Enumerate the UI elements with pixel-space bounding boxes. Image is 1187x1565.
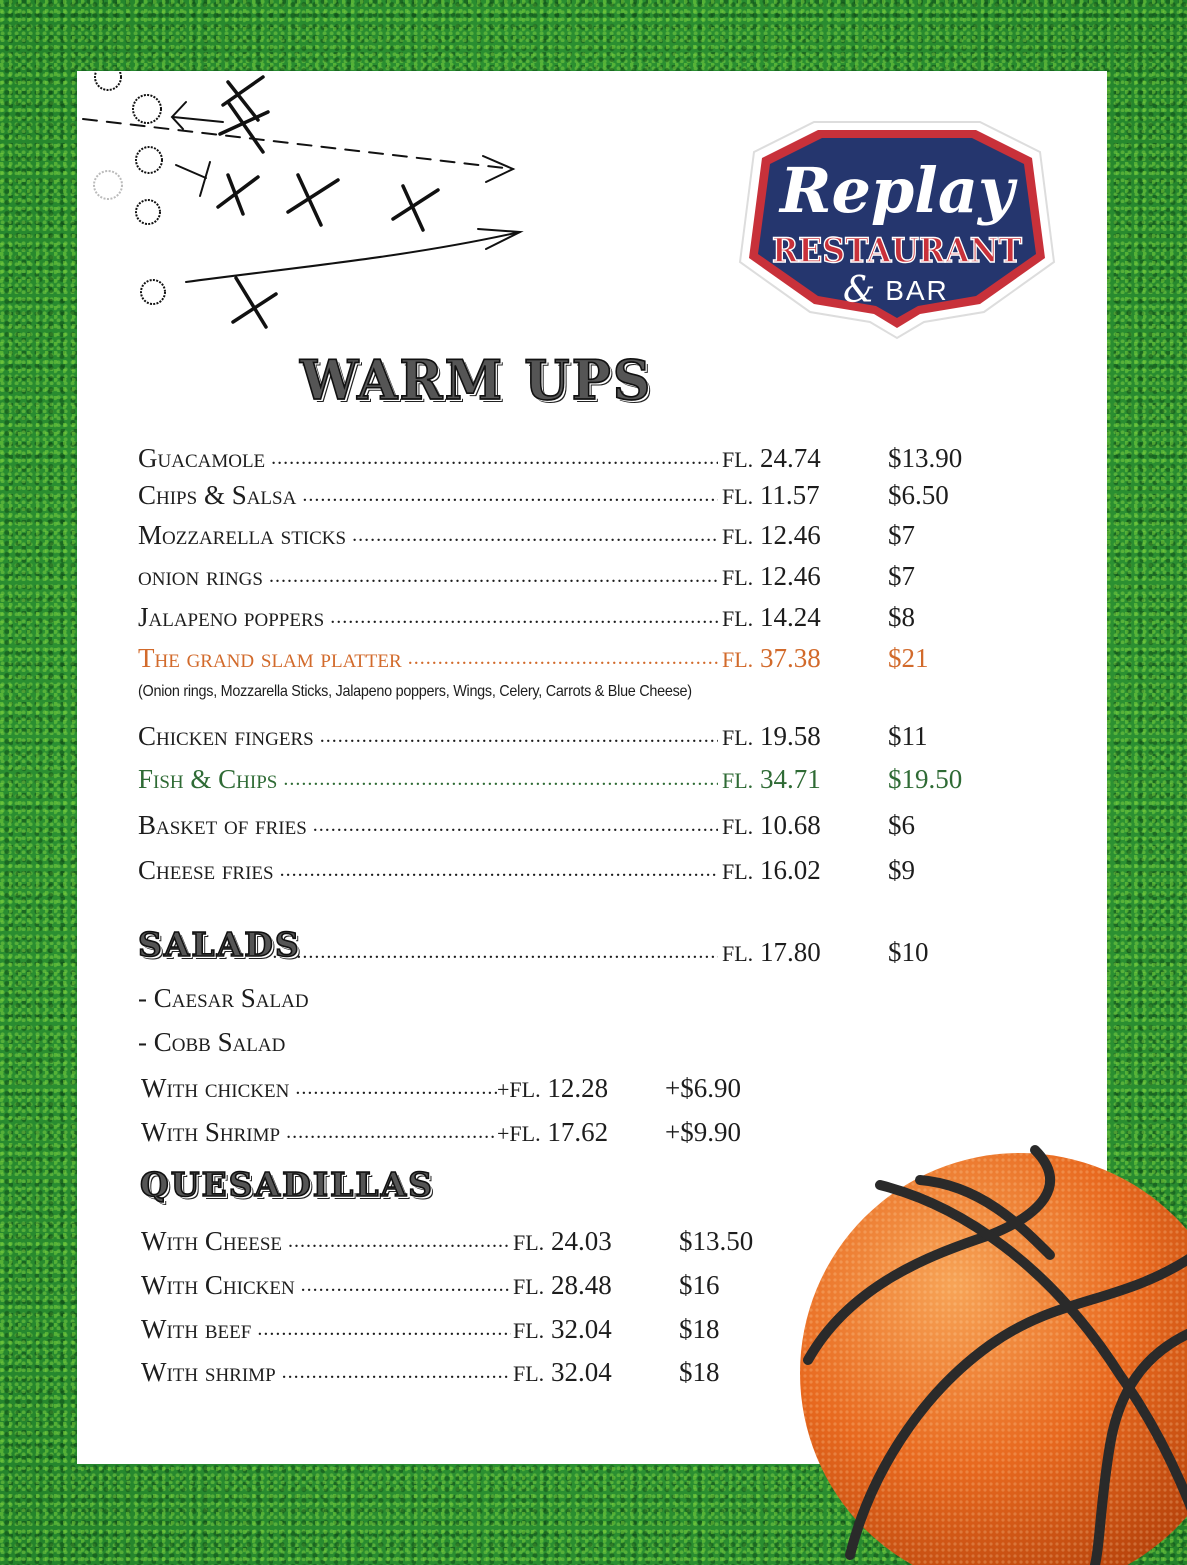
replay-logo bbox=[734, 112, 1060, 340]
basketball-icon bbox=[790, 1145, 1187, 1565]
section-title-warm-ups: WARM UPS bbox=[300, 348, 653, 413]
svg-text:Replay: Replay bbox=[779, 154, 1015, 227]
platter-description: (Onion rings, Mozzarella Sticks, Jalapeno poppers, Wings, Celery, Carrots & Blue Cheese) bbox=[138, 683, 692, 700]
football-play-diagram-icon bbox=[78, 72, 538, 342]
section-title-quesadillas: QUESADILLAS bbox=[140, 1165, 435, 1204]
salad-option: - Cobb Salad bbox=[138, 1027, 286, 1057]
svg-text:BAR: BAR bbox=[885, 275, 949, 306]
salad-option: - Caesar Salad bbox=[138, 983, 309, 1013]
svg-text:RESTAURANT: RESTAURANT bbox=[772, 231, 1022, 271]
section-title-salads: SALADS bbox=[138, 925, 301, 964]
svg-text:&: & bbox=[842, 270, 876, 311]
